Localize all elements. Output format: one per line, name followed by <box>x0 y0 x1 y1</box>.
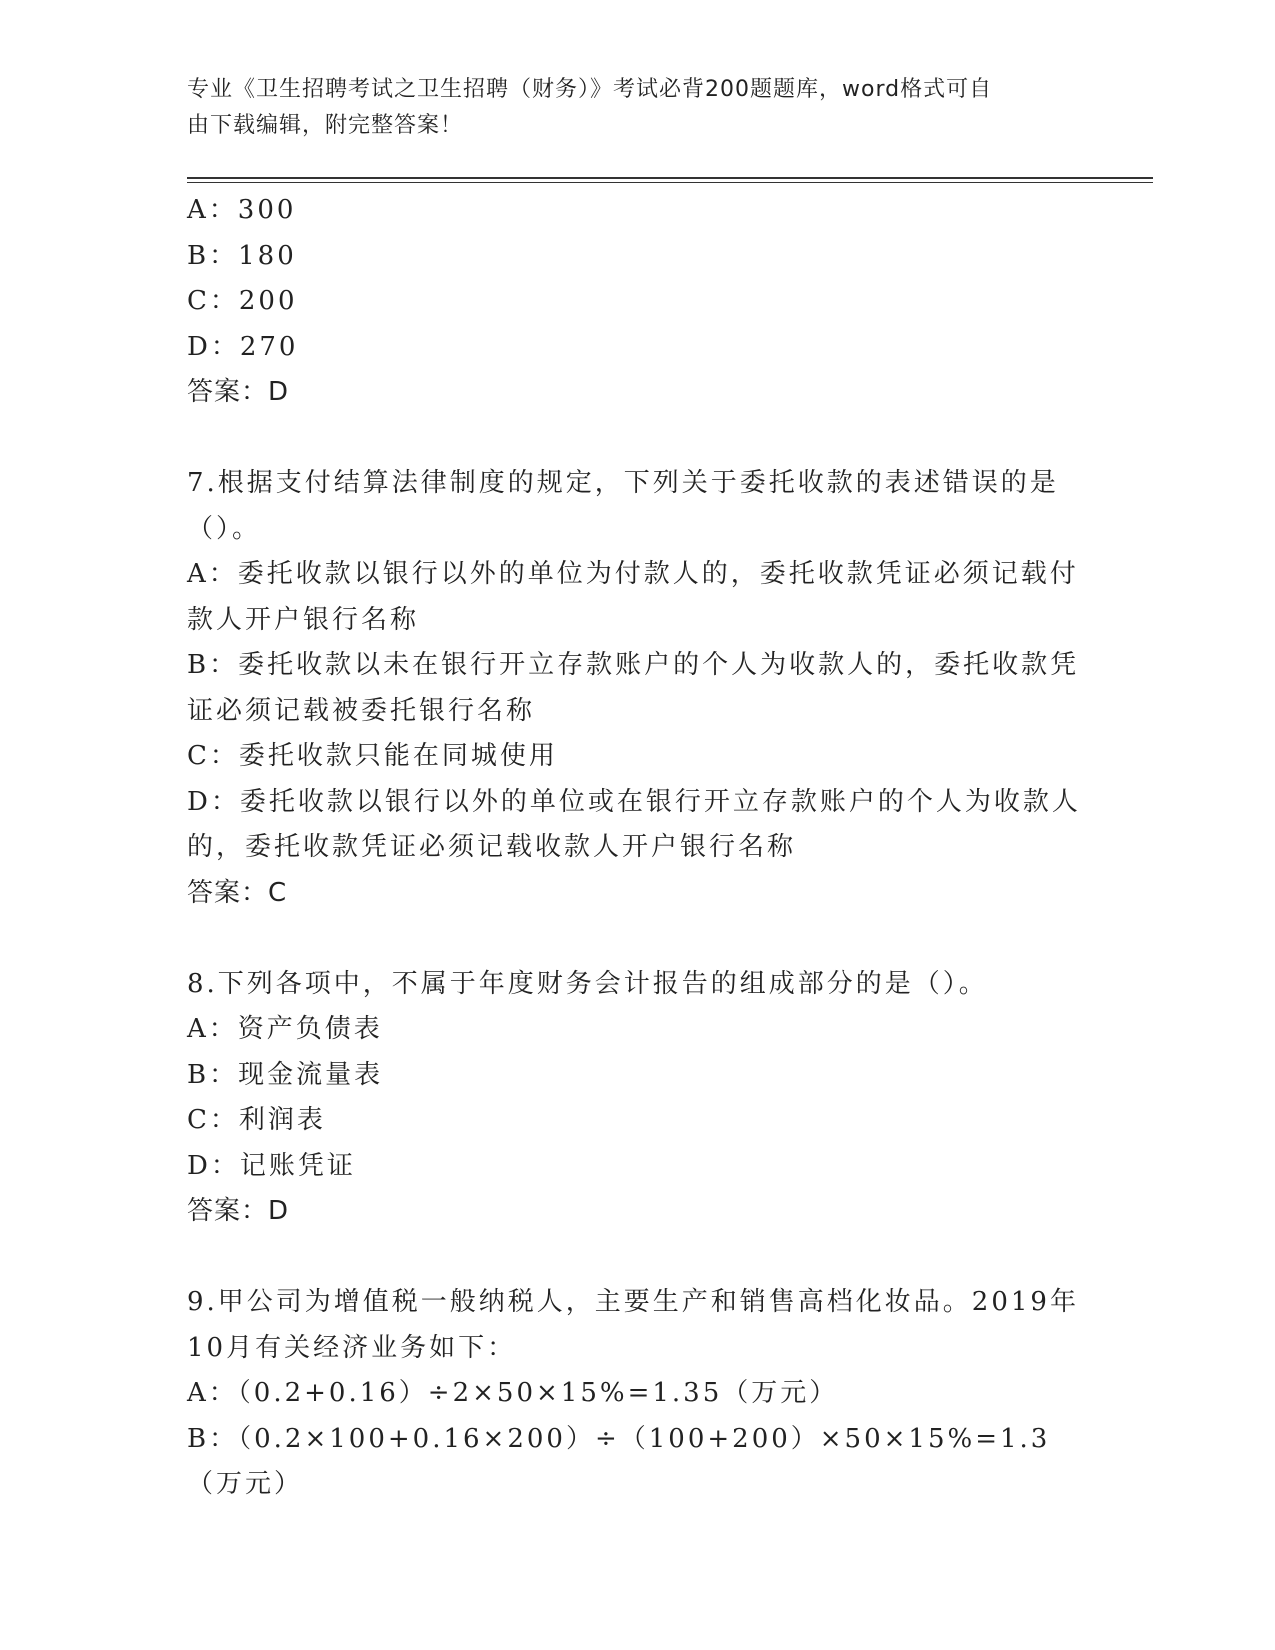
header-title-line-1: 专业《卫生招聘考试之卫生招聘（财务）》考试必背200题题库，word格式可自 <box>187 77 993 102</box>
header-divider-thin <box>187 182 1153 183</box>
question-9-block <box>187 1280 1082 1508</box>
option-a: A：（0.2+0.16）÷2×50×15%=1.35（万元） <box>187 1378 839 1408</box>
answer-line: 答案：D <box>187 1196 290 1226</box>
option-d: D：记账凭证 <box>187 1150 356 1181</box>
option-b-continued: 证必须记载被委托银行名称 <box>187 695 536 726</box>
document-body <box>187 188 1082 1508</box>
option-a: A：300 <box>187 195 297 225</box>
option-c: C：委托收款只能在同城使用 <box>187 741 558 771</box>
option-b: B：现金流量表 <box>187 1059 384 1090</box>
spacer <box>187 916 1082 962</box>
document-header <box>187 72 1067 144</box>
option-a: A：资产负债表 <box>187 1014 383 1044</box>
spacer <box>187 1235 1082 1281</box>
header-title-line-2: 由下载编辑，附完整答案！ <box>187 113 464 138</box>
option-c: C：利润表 <box>187 1105 326 1135</box>
spacer <box>187 416 1082 462</box>
answer-line: 答案：D <box>187 377 290 407</box>
option-a-continued: 款人开户银行名称 <box>187 604 420 635</box>
question-6-block <box>187 188 1082 416</box>
question-text-continued: （）。 <box>187 513 262 544</box>
option-a: A：委托收款以银行以外的单位为付款人的，委托收款凭证必须记载付 <box>187 559 1079 589</box>
question-7-block <box>187 461 1082 916</box>
option-c: C：200 <box>187 286 298 316</box>
option-b: B：180 <box>187 240 297 271</box>
header-divider-thick <box>187 177 1153 179</box>
question-text: 9.甲公司为增值税一般纳税人，主要生产和销售高档化妆品。2019年 <box>187 1287 1079 1317</box>
question-8-block <box>187 962 1082 1235</box>
question-text: 8.下列各项中，不属于年度财务会计报告的组成部分的是（）。 <box>187 968 988 999</box>
option-b: B：委托收款以未在银行开立存款账户的个人为收款人的，委托收款凭 <box>187 650 1080 680</box>
question-text-continued: 10月有关经济业务如下： <box>187 1332 517 1363</box>
option-d-continued: 的，委托收款凭证必须记载收款人开户银行名称 <box>187 832 797 862</box>
option-b: B：（0.2×100+0.16×200）÷（100+200）×50×15%=1.3（万元） <box>187 1423 1051 1499</box>
answer-line: 答案：C <box>187 877 288 908</box>
option-d: D：270 <box>187 331 299 362</box>
question-text: 7.根据支付结算法律制度的规定，下列关于委托收款的表述错误的是 <box>187 468 1059 498</box>
option-d: D：委托收款以银行以外的单位或在银行开立存款账户的个人为收款人 <box>187 786 1081 817</box>
